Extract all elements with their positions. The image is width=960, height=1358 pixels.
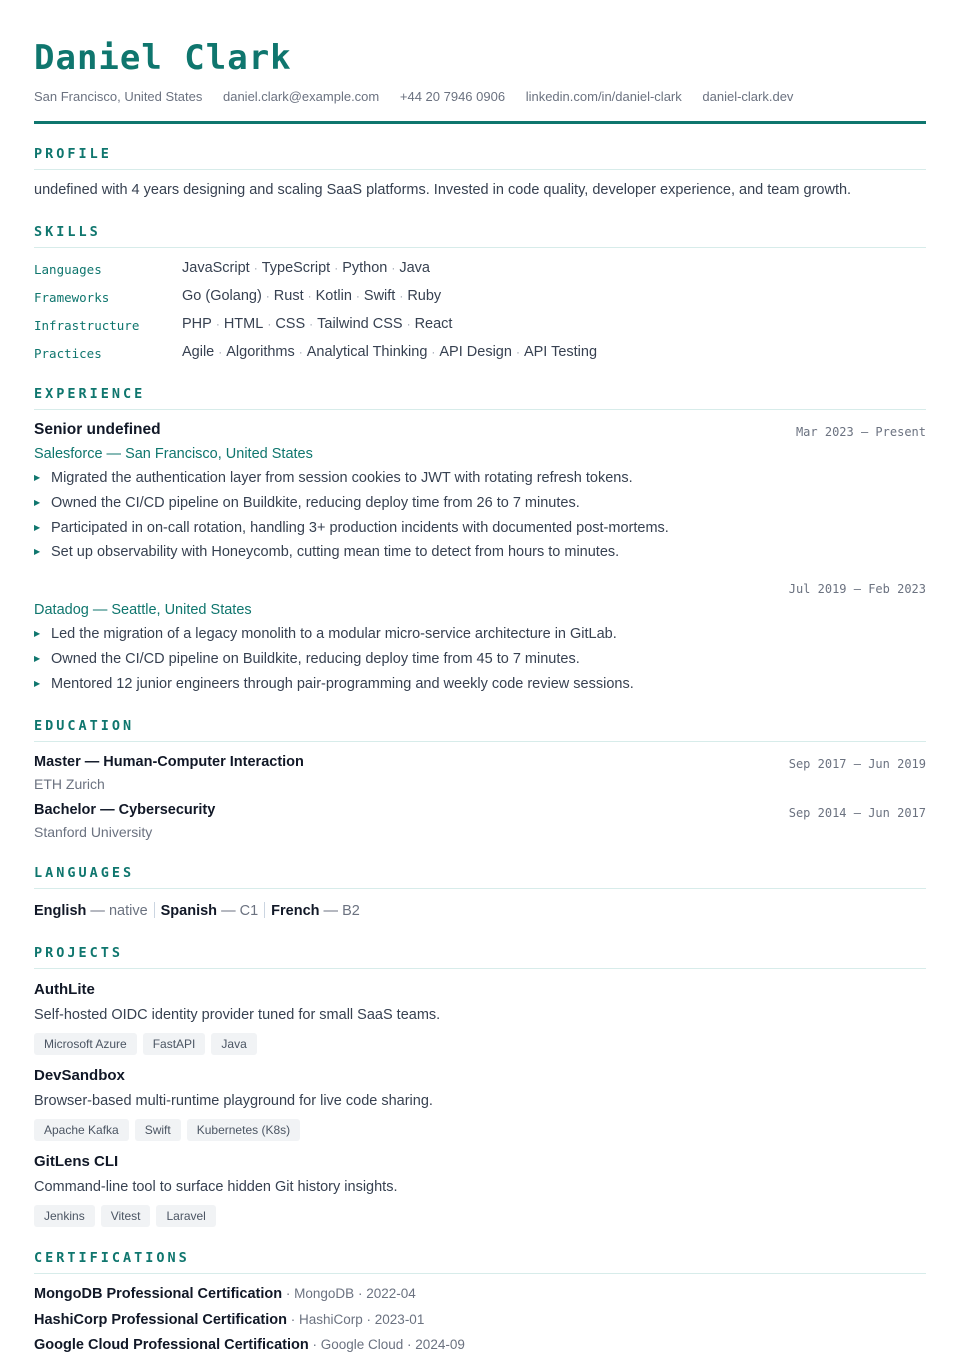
certification-date: 2024-09: [415, 1337, 465, 1352]
tech-tag: Vitest: [101, 1205, 151, 1227]
header-divider: [34, 121, 926, 124]
skill-item: Tailwind CSS: [317, 316, 403, 332]
education-school: Stanford University: [34, 824, 153, 840]
skill-items-practices: Agile · Algorithms · Analytical Thinking · API Design · API Testing: [182, 344, 598, 360]
contact-linkedin[interactable]: linkedin.com/in/daniel-clark: [525, 89, 682, 104]
education-date: Sep 2017 — Jun 2019: [788, 757, 926, 771]
project-tags: [34, 1205, 222, 1227]
skill-items-infrastructure: PHP · HTML · CSS · Tailwind CSS · React: [182, 316, 453, 332]
language-name: English: [34, 903, 87, 919]
language-level: B2: [342, 903, 360, 919]
skills-heading: SKILLS: [34, 224, 101, 240]
tech-tag: Apache Kafka: [34, 1119, 129, 1141]
education-school: ETH Zurich: [34, 776, 105, 792]
bullet-icon: ▶: [34, 498, 41, 507]
bullet-icon: ▶: [34, 654, 41, 663]
languages-list: English — native Spanish — C1 French — B2: [34, 903, 360, 919]
section-divider: [34, 888, 926, 889]
skill-item: Rust: [273, 288, 304, 304]
tech-tag: Swift: [135, 1119, 181, 1141]
projects-heading: PROJECTS: [34, 945, 124, 961]
job-bullet: ▶ Mentored 12 junior engineers through pair-programming and weekly code review sessions.: [34, 676, 634, 692]
languages-heading: LANGUAGES: [34, 865, 135, 881]
skill-item: Ruby: [407, 288, 442, 304]
profile-summary: undefined with 4 years designing and scaling SaaS platforms. Invested in code quality, developer experience, and team growth.: [34, 182, 852, 198]
section-divider: [34, 409, 926, 410]
job-company: Datadog — Seattle, United States: [34, 602, 252, 618]
language-separator: [264, 902, 265, 918]
skill-item: PHP: [182, 316, 212, 332]
section-divider: [34, 169, 926, 170]
language-name: French: [271, 903, 320, 919]
project-tags: [34, 1119, 306, 1141]
job-bullet: ▶ Led the migration of a legacy monolith to a modular micro-service architecture in GitLab.: [34, 626, 617, 642]
language-name: Spanish: [160, 903, 218, 919]
skill-items-languages: JavaScript · TypeScript · Python · Java: [182, 260, 430, 276]
certification-issuer: Google Cloud: [320, 1337, 404, 1352]
section-divider: [34, 741, 926, 742]
skill-item: API Testing: [523, 344, 598, 360]
certification-issuer: HashiCorp: [299, 1312, 363, 1327]
skill-item: JavaScript: [182, 260, 250, 276]
tech-tag: Microsoft Azure: [34, 1033, 137, 1055]
skill-label-infrastructure: Infrastructure: [34, 318, 140, 333]
certification-name: HashiCorp Professional Certification: [34, 1312, 287, 1328]
skill-item: TypeScript: [261, 260, 331, 276]
profile-heading: PROFILE: [34, 146, 112, 162]
tech-tag: Laravel: [156, 1205, 215, 1227]
job-date: Jul 2019 — Feb 2023: [788, 582, 926, 596]
certifications-heading: CERTIFICATIONS: [34, 1250, 190, 1266]
skill-item: Algorithms: [226, 344, 295, 360]
certification-name: MongoDB Professional Certification: [34, 1286, 283, 1302]
tech-tag: FastAPI: [143, 1033, 206, 1055]
job-bullet: ▶ Participated in on-call rotation, handling 3+ production incidents with documented post-mortems.: [34, 520, 669, 536]
skill-label-practices: Practices: [34, 346, 102, 361]
skill-item: Analytical Thinking: [306, 344, 428, 360]
certification-date: 2022-04: [366, 1286, 416, 1301]
certification-date: 2023-01: [374, 1312, 425, 1327]
skill-item: Python: [342, 260, 388, 276]
bullet-icon: ▶: [34, 523, 41, 532]
certification-item: Google Cloud Professional Certification · Google Cloud · 2024-09: [34, 1337, 465, 1353]
skill-item: HTML: [223, 316, 264, 332]
project-description: Self-hosted OIDC identity provider tuned for small SaaS teams.: [34, 1007, 441, 1023]
job-bullet: ▶ Migrated the authentication layer from session cookies to JWT with rotating refresh tokens.: [34, 470, 633, 486]
skill-item: CSS: [275, 316, 306, 332]
contact-phone[interactable]: +44 20 7946 0906: [399, 89, 506, 104]
skill-item: Swift: [363, 288, 396, 304]
project-name: AuthLite: [34, 981, 95, 998]
job-company: Salesforce — San Francisco, United States: [34, 446, 313, 462]
skill-item: Kotlin: [315, 288, 352, 304]
language-separator: [154, 902, 155, 918]
education-date: Sep 2014 — Jun 2017: [788, 806, 926, 820]
bullet-icon: ▶: [34, 679, 41, 688]
job-bullet: ▶ Owned the CI/CD pipeline on Buildkite, reducing deploy time from 26 to 7 minutes.: [34, 495, 580, 511]
project-tags: [34, 1033, 263, 1055]
skill-label-languages: Languages: [34, 262, 102, 277]
contact-location: San Francisco, United States: [34, 89, 203, 104]
skill-item: React: [414, 316, 453, 332]
tech-tag: Kubernetes (K8s): [187, 1119, 300, 1141]
project-description: Command-line tool to surface hidden Git history insights.: [34, 1179, 398, 1195]
certification-name: Google Cloud Professional Certification: [34, 1337, 309, 1353]
section-divider: [34, 1273, 926, 1274]
candidate-name: Daniel Clark: [34, 38, 292, 78]
skill-label-frameworks: Frameworks: [34, 290, 110, 305]
language-level: native: [108, 903, 148, 919]
job-date: Mar 2023 — Present: [795, 425, 926, 439]
tech-tag: Jenkins: [34, 1205, 95, 1227]
tech-tag: Java: [211, 1033, 256, 1055]
project-name: DevSandbox: [34, 1067, 125, 1084]
bullet-icon: ▶: [34, 629, 41, 638]
certification-item: MongoDB Professional Certification · MongoDB · 2022-04: [34, 1286, 416, 1302]
project-description: Browser-based multi-runtime playground for live code sharing.: [34, 1093, 433, 1109]
bullet-icon: ▶: [34, 473, 41, 482]
skill-item: Agile: [182, 344, 215, 360]
education-degree: Bachelor — Cybersecurity: [34, 802, 216, 818]
skill-item: Go (Golang): [182, 288, 262, 304]
certification-item: HashiCorp Professional Certification · HashiCorp · 2023-01: [34, 1312, 425, 1328]
contact-email[interactable]: daniel.clark@example.com: [222, 89, 380, 104]
project-name: GitLens CLI: [34, 1153, 119, 1170]
job-bullet: ▶ Set up observability with Honeycomb, cutting mean time to detect from hours to minutes.: [34, 544, 620, 560]
language-level: C1: [239, 903, 259, 919]
skill-item: Java: [399, 260, 430, 276]
experience-heading: EXPERIENCE: [34, 386, 146, 402]
section-divider: [34, 968, 926, 969]
certification-issuer: MongoDB: [294, 1286, 355, 1301]
contact-website[interactable]: daniel-clark.dev: [702, 89, 794, 104]
skill-items-frameworks: Go (Golang) · Rust · Kotlin · Swift · Ruby: [182, 288, 442, 304]
job-role: Senior undefined: [34, 421, 161, 438]
section-divider: [34, 247, 926, 248]
bullet-icon: ▶: [34, 547, 41, 556]
job-bullet: ▶ Owned the CI/CD pipeline on Buildkite, reducing deploy time from 45 to 7 minutes.: [34, 651, 580, 667]
education-heading: EDUCATION: [34, 718, 135, 734]
skill-item: API Design: [439, 344, 512, 360]
education-degree: Master — Human-Computer Interaction: [34, 754, 304, 770]
contact-line: [34, 89, 810, 104]
